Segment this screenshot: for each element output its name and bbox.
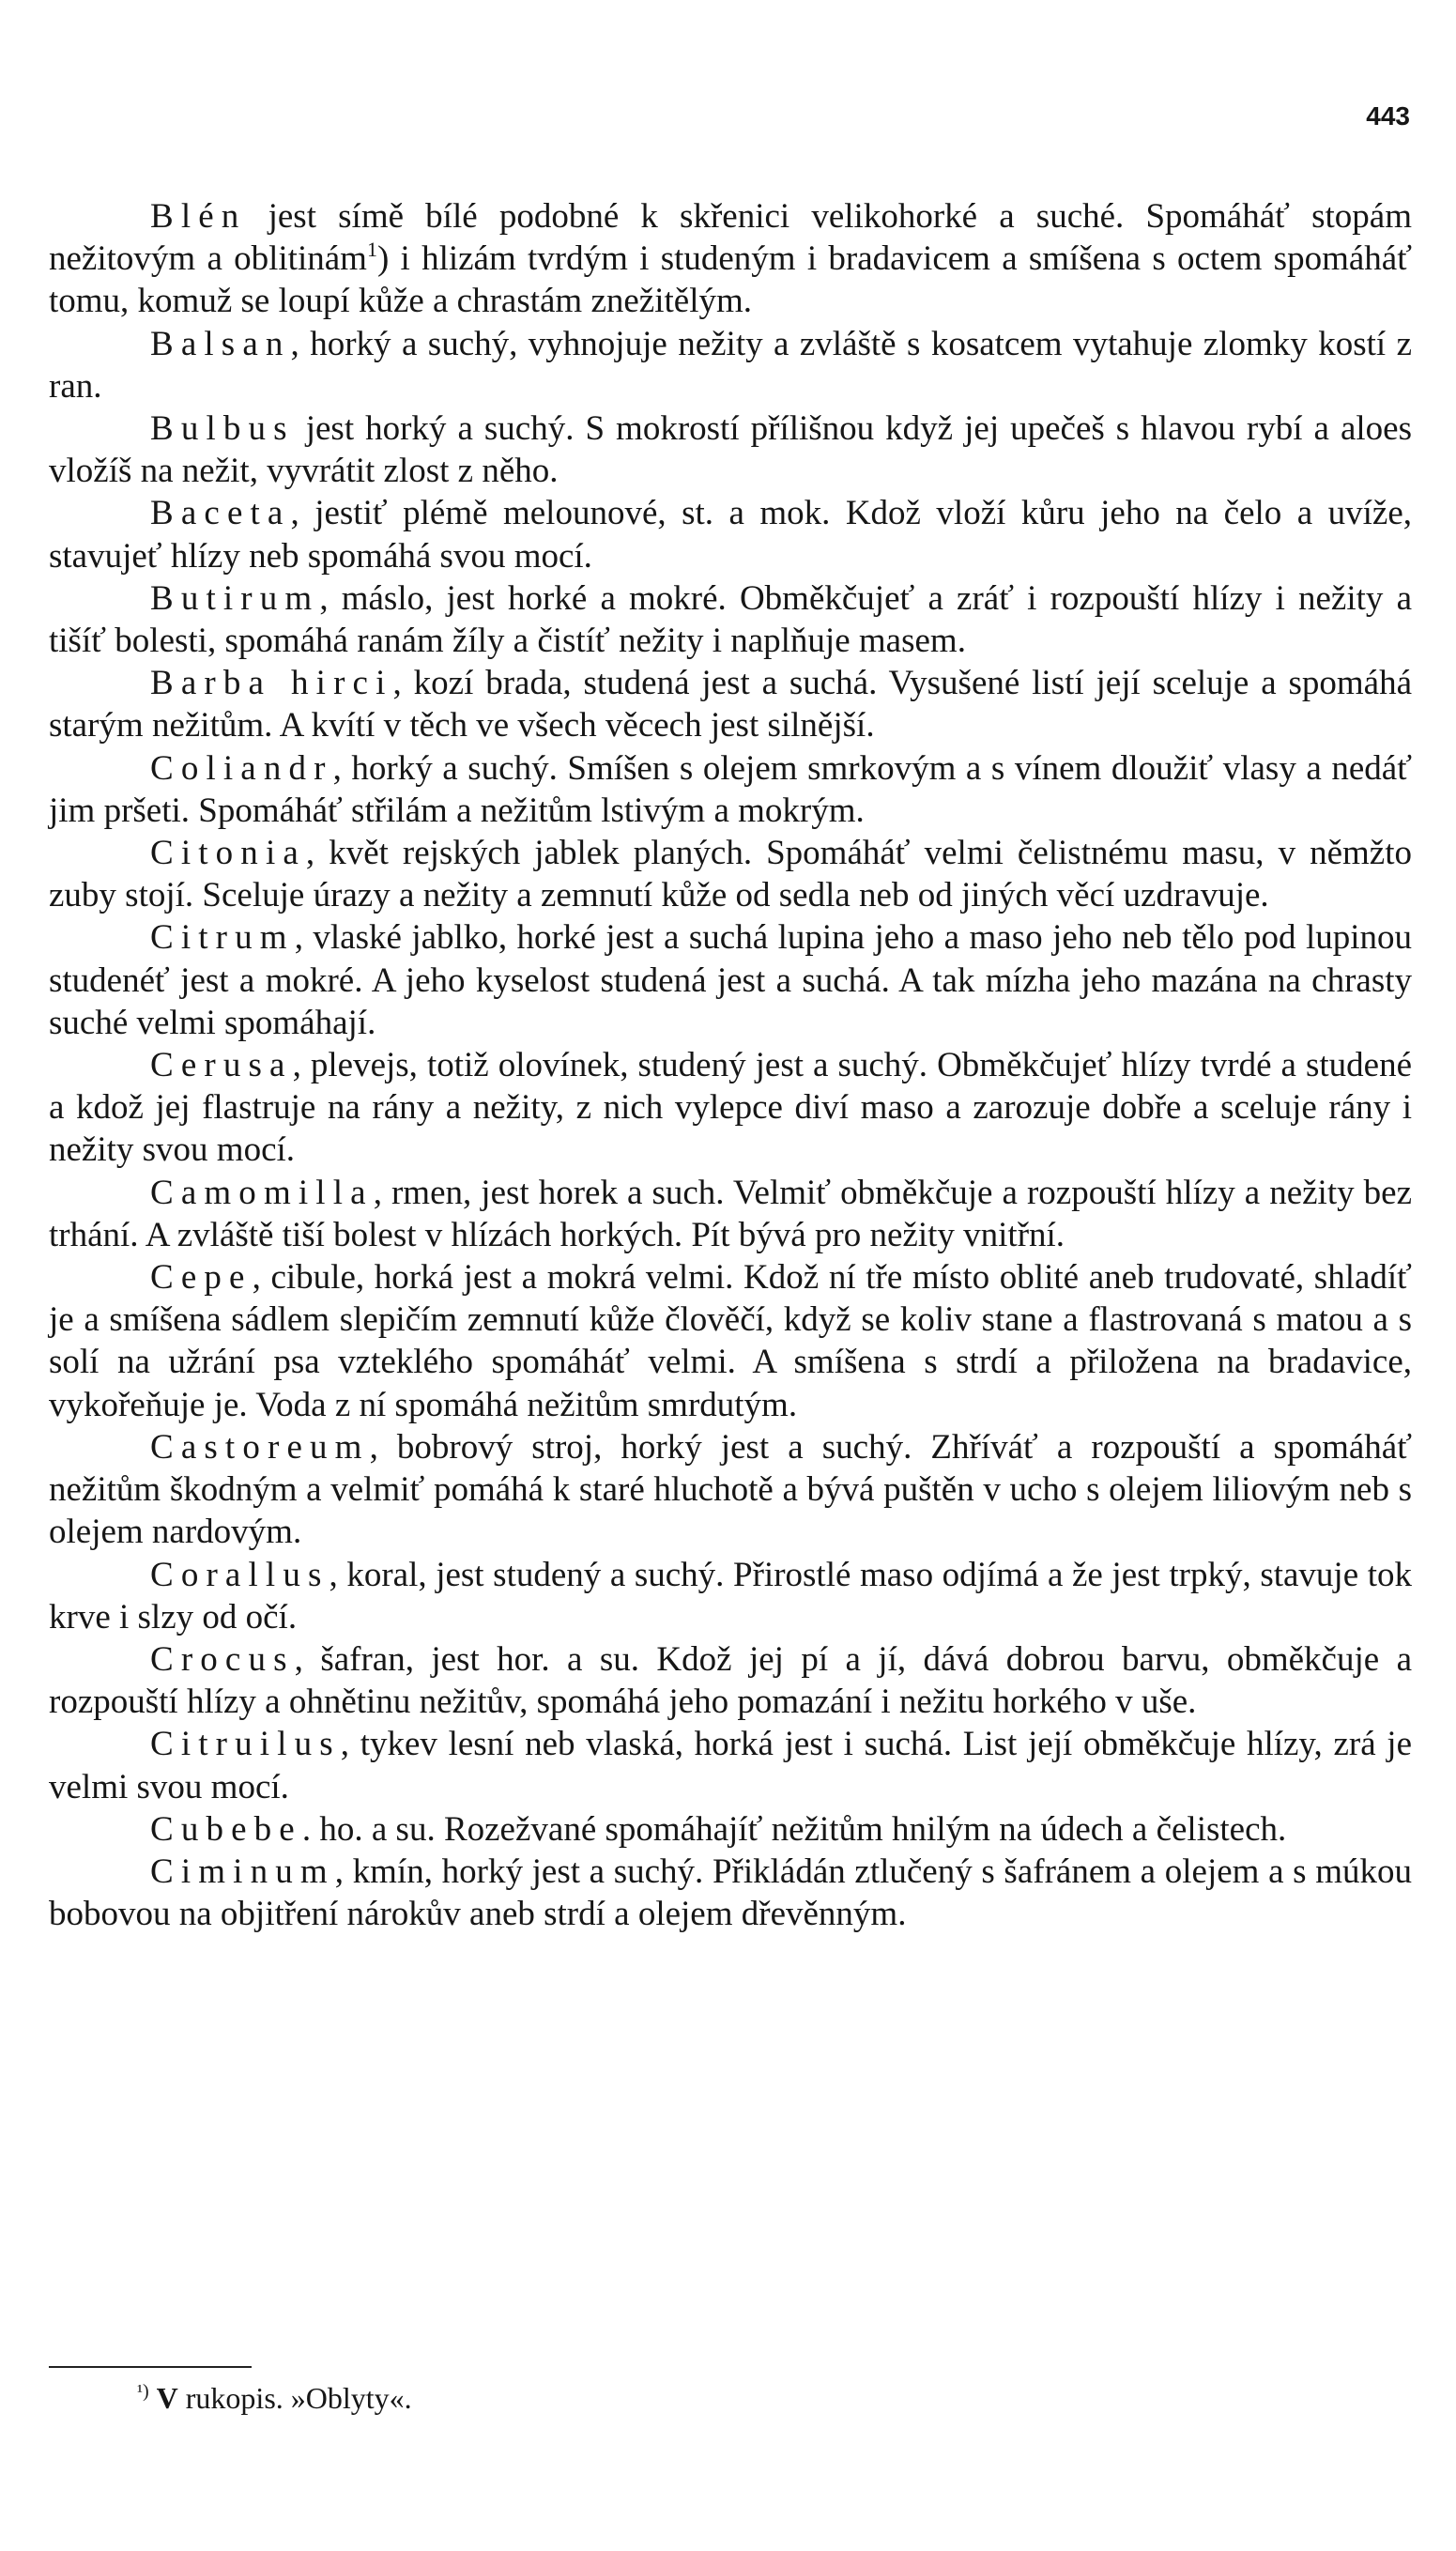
entry-headword: Citonia (150, 834, 306, 873)
entry-headword: Castoreum (150, 1427, 370, 1467)
footnote-mark: ¹) (137, 2381, 149, 2402)
entry-headword: Crocus (150, 1639, 295, 1679)
entry-paragraph (49, 662, 1412, 746)
footnote (137, 2377, 1264, 2419)
entry-text: , jestiť plémě melounové, st. a mok. Kdož vloží kůru jeho na čelo a uvíže, stavujeť hlízy neb spomáhá svou mocí. (49, 494, 1412, 576)
entry-paragraph (49, 492, 1412, 576)
entry-text: , kmín, horký jest a suchý. Přikládán ztlučený s šafránem a olejem a s múkou bobovou na objitření nárokův aneb strdí a olejem dřevěnným. (49, 1852, 1412, 1934)
entry-text: , koral, jest studený a suchý. Přirostlé maso odjímá a že jest trpký, stavuje tok krve i slzy od očí. (49, 1555, 1412, 1637)
footnote-label: V (156, 2381, 178, 2415)
entry-paragraph (49, 832, 1412, 916)
entry-text: , horký a suchý, vyhnojuje nežity a zvláště s kosatcem vytahuje zlomky kostí z ran. (49, 324, 1412, 406)
entry-paragraph (49, 323, 1412, 407)
page-number: 443 (1366, 101, 1410, 131)
entry-text: , květ rejských jablek planých. Spomáháť velmi čelistnému masu, v němžto zuby stojí. Sceluje úrazy a nežity a zemnutí kůže od sedla neb od jiných věcí uzdravuje. (49, 834, 1412, 915)
entry-paragraph (49, 1808, 1412, 1851)
entry-text: jest horký a suchý. S mokrostí přílišnou když jej upečeš s hlavou rybí a aloes vložíš na nežit, vyvrátit zlost z něho. (49, 409, 1412, 491)
entry-text: , šafran, jest hor. a su. Kdož jej pí a jí, dává dobrou barvu, obměkčuje a rozpouští hlízy a ohnětinu nežitův, spomáhá jeho pomazání i nežitu horkého v uše. (49, 1639, 1412, 1722)
entry-paragraph (49, 1256, 1412, 1426)
entry-text: , plevejs, totiž olovínek, studený jest a suchý. Obměkčujeť hlízy tvrdé a studené a kdož jej flastruje na rány a nežity, z nich vylepce diví maso a zarozuje dobře a sceluje rány i nežity svou mocí. (49, 1046, 1412, 1170)
entry-paragraph (49, 407, 1412, 492)
entry-text: , bobrový stroj, horký jest a suchý. Zhříváť a rozpouští a spomáháť nežitům škodným a velmiť pomáhá k staré hluchotě a bývá puštěn v ucho s olejem liliovým neb s olejem nardovým. (49, 1427, 1412, 1552)
entry-paragraph (49, 1851, 1412, 1935)
entry-text: jest símě bílé podobné k skřenici velikohorké a suché. Spomáháť stopám nežitovým a oblitinám$^1$) i hlizám tvrdým i studeným i bradavicem a smíšena s octem spomáháť tomu, komuž se loupí kůže a chrastám znežitělým. (49, 197, 1412, 321)
entry-headword: Cubebe (150, 1809, 302, 1849)
entry-text: , cibule, horká jest a mokrá velmi. Kdož ní tře místo oblité aneb trudovaté, shladíť je a smíšena sádlem slepičím zemnutí kůže člověčí, když se koliv stane a flastrovaná s matou a s solí na užrání psa vzteklého spomáháť velmi. A smíšena s strdí a přiložena na bradavice, vykořeňuje je. Voda z ní spomáhá nežitům smrdutým. (49, 1258, 1412, 1424)
entry-paragraph (49, 1638, 1412, 1723)
entry-text: , horký a suchý. Smíšen s olejem smrkovým a s vínem dloužiť vlasy a nedáť jim pršeti. Spomáháť střilám a nežitům lstivým a mokrým. (49, 748, 1412, 830)
entry-paragraph (49, 1426, 1412, 1554)
entry-paragraph (49, 1723, 1412, 1807)
entry-text: , tykev lesní neb vlaská, horká jest i suchá. List její obměkčuje hlízy, zrá je velmi svou mocí. (49, 1725, 1412, 1806)
entry-headword: Camomilla (150, 1173, 374, 1212)
entry-paragraph (49, 195, 1412, 323)
entry-text: , rmen, jest horek a such. Velmiť obměkčuje a rozpouští hlízy a nežity bez trhání. A zvláště tiší bolest v hlízách horkých. Pít bývá pro nežity vnitřní. (49, 1173, 1412, 1254)
entry-headword: Cerusa (150, 1046, 293, 1085)
entry-text: , máslo, jest horké a mokré. Obměkčujeť a zráť i rozpouští hlízy i nežity a tišíť bolesti, spomáhá ranám žíly a čistíť nežity i naplňuje masem. (49, 578, 1412, 661)
entry-headword: Balsan (150, 324, 291, 363)
entry-headword: Citruilus (150, 1725, 341, 1764)
entry-list (49, 195, 1412, 1935)
entry-headword: Blén (150, 197, 247, 236)
entry-headword: Butirum (150, 578, 320, 618)
entry-headword: Citrum (150, 918, 295, 958)
entry-headword: Baceta (150, 494, 291, 533)
footnote-text: rukopis. »Oblyty«. (177, 2381, 412, 2415)
footnote-divider (49, 2366, 252, 2368)
entry-text: . ho. a su. Rozežvané spomáhajíť nežitům hnilým na údech a čelistech. (301, 1809, 1287, 1849)
footnote-reference: 1 (366, 238, 377, 262)
entry-paragraph (49, 1554, 1412, 1638)
entry-headword: Ciminum (150, 1852, 335, 1891)
entry-text: , kozí brada, studená jest a suchá. Vysušené listí její sceluje a spomáhá starým nežitům. A kvítí v těch ve všech věcech jest silnější. (49, 664, 1412, 745)
entry-paragraph (49, 577, 1412, 662)
entry-text: , vlaské jablko, horké jest a suchá lupina jeho a maso jeho neb tělo pod lupinou studenéť jest a mokré. A jeho kyselost studená jest a suchá. A tak mízha jeho mazána na chrasty suché velmi spomáhají. (49, 918, 1412, 1042)
entry-paragraph (49, 1172, 1412, 1256)
entry-headword: Bulbus (150, 409, 295, 449)
entry-headword: Cepe (150, 1258, 253, 1298)
entry-headword: Corallus (150, 1555, 330, 1594)
entry-headword: Coliandr (150, 748, 333, 788)
entry-paragraph (49, 1044, 1412, 1172)
entry-paragraph (49, 747, 1412, 832)
entry-headword: Barba hirci (150, 664, 393, 703)
entry-paragraph (49, 916, 1412, 1044)
